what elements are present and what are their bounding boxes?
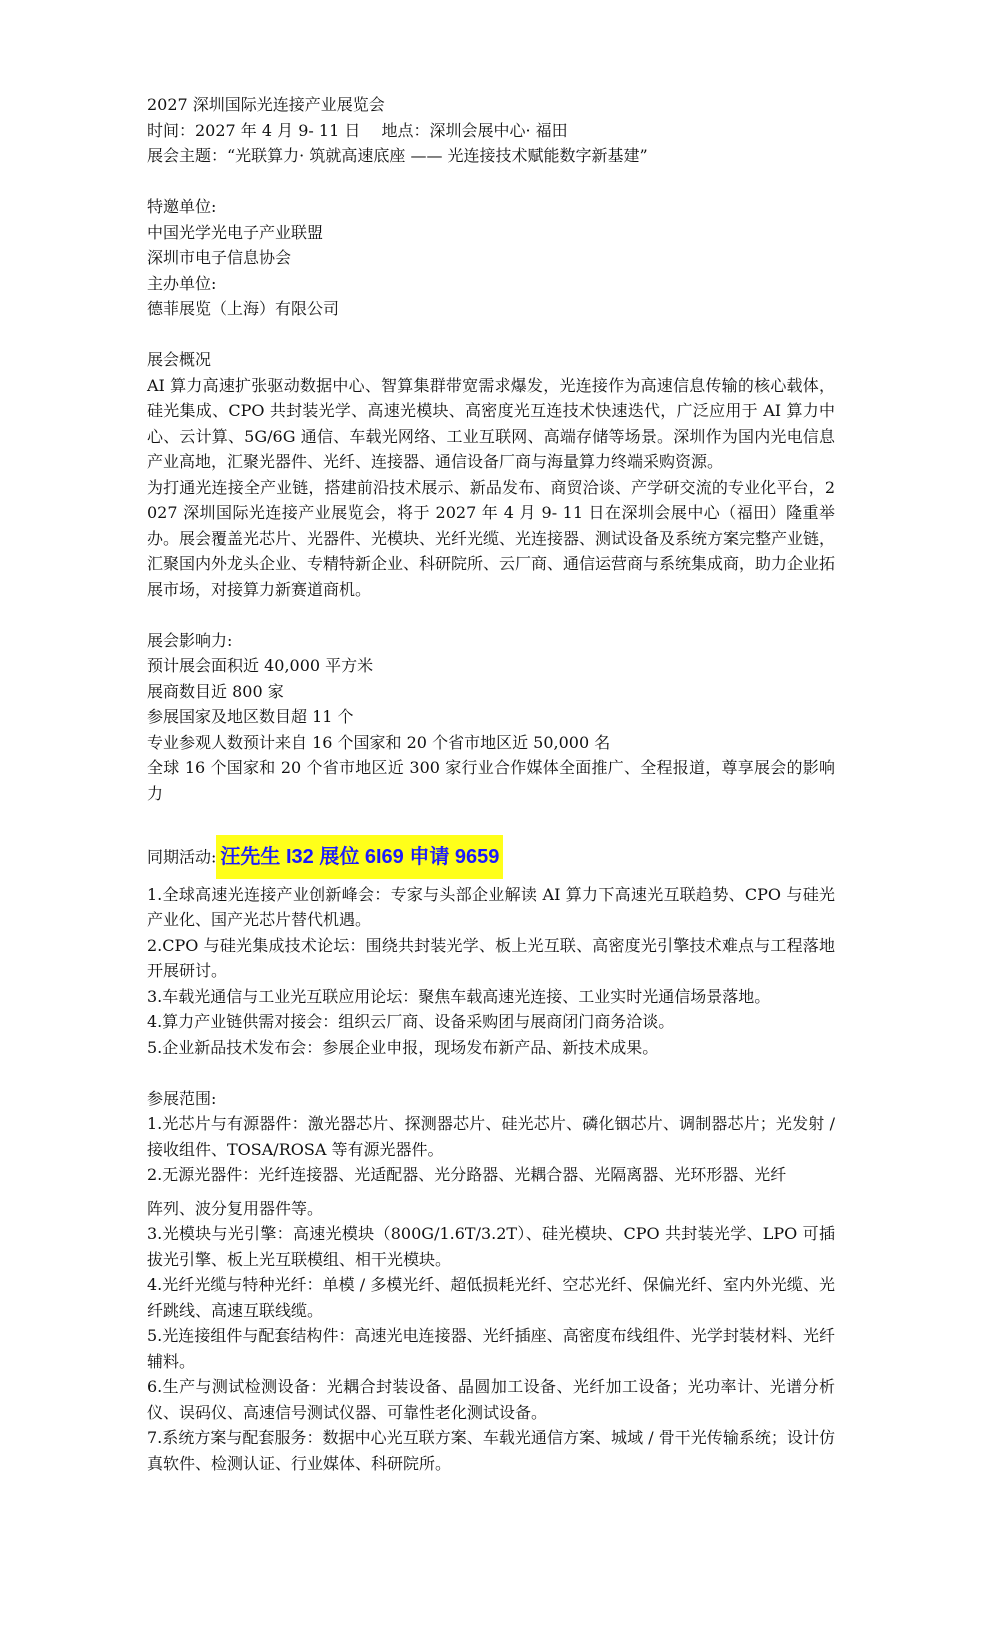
host-label: 主办单位: [147, 273, 217, 293]
spacer [147, 169, 835, 195]
scope-item: 5.光连接组件与配套结构件：高速光电连接器、光纤插座、高密度布线组件、光学封装材料、光纤辅料。 [147, 1326, 835, 1371]
overview-paragraph: 为打通光连接全产业链，搭建前沿技术展示、新品发布、商贸洽谈、产学研交流的专业化平台，2027 深圳国际光连接产业展览会，将于 2027 年 4 月 9- 11 日在深圳会展中心（福田）隆重举办。展会覆盖光芯片、光器件、光模块、光纤光缆、光连接器、测试设备及系统方案完整产业链，汇聚国内外龙头企业、专精特新企业、科研院所、云厂商、通信运营商与系统集成商，助力企业拓展市场，对接算力新赛道商机。 [147, 477, 836, 599]
spacer [147, 322, 835, 348]
spacer [147, 1188, 835, 1196]
event-item: 3.车载光通信与工业光互联应用论坛：聚焦车载高速光连接、工业实时光通信场景落地。 [147, 986, 771, 1006]
contact-highlight: 汪先生 I32 展位 6I69 申请 9659 [216, 835, 503, 879]
scope-item: 7.系统方案与配套服务：数据中心光互联方案、车载光通信方案、城域 / 骨干光传输系统；设计仿真软件、检测认证、行业媒体、科研院所。 [147, 1428, 835, 1473]
host-org: 德菲展览（上海）有限公司 [147, 299, 340, 318]
spacer [147, 602, 835, 628]
events-label: 同期活动: [147, 847, 217, 866]
impact-item: 专业参观人数预计来自 16 个国家和 20 个省市地区近 50,000 名 [147, 732, 611, 752]
spacer [147, 806, 835, 832]
event-item: 1.全球高速光连接产业创新峰会：专家与头部企业解读 AI 算力下高速光互联趋势、CPO 与硅光产业化、国产光芯片替代机遇。 [147, 884, 835, 929]
scope-item: 4.光纤光缆与特种光纤：单模 / 多模光纤、超低损耗光纤、空芯光纤、保偏光纤、室内外光缆、光纤跳线、高速互联线缆。 [147, 1275, 835, 1320]
event-item: 5.企业新品技术发布会：参展企业申报，现场发布新产品、新技术成果。 [147, 1037, 659, 1057]
impact-item: 预计展会面积近 40,000 平方米 [147, 656, 374, 675]
impact-title: 展会影响力: [147, 630, 233, 650]
spacer [147, 1060, 835, 1086]
impact-item: 全球 16 个国家和 20 个省市地区近 300 家行业合作媒体全面推广、全程报道，尊享展会的影响力 [147, 758, 835, 803]
scope-item: 6.生产与测试检测设备：光耦合封装设备、晶圆加工设备、光纤加工设备；光功率计、光谱分析仪、误码仪、高速信号测试仪器、可靠性老化测试设备。 [147, 1377, 835, 1422]
exhibition-title: 2027 深圳国际光连接产业展览会 [147, 95, 385, 114]
impact-item: 参展国家及地区数目超 11 个 [147, 707, 354, 726]
overview-title: 展会概况 [147, 350, 212, 369]
scope-item: 1.光芯片与有源器件：激光器芯片、探测器芯片、硅光芯片、磷化铟芯片、调制器芯片；光发射 / 接收组件、TOSA/ROSA 等有源光器件。 [147, 1114, 835, 1159]
document-page [147, 92, 835, 1476]
scope-item: 2.无源光器件：光纤连接器、光适配器、光分路器、光耦合器、光隔离器、光环形器、光纤 [147, 1165, 787, 1184]
invited-label: 特邀单位: [147, 197, 217, 216]
impact-item: 展商数目近 800 家 [147, 681, 284, 701]
overview-paragraph: AI 算力高速扩张驱动数据中心、智算集群带宽需求爆发，光连接作为高速信息传输的核心载体，硅光集成、CPO 共封装光学、高速光模块、高密度光互连技术快速迭代，广泛应用于 AI 算力中心、云计算、5G/6G 通信、车载光网络、工业互联网、高端存储等场景。深圳作为国内光电信息产业高地，汇聚光器件、光纤、连接器、通信设备厂商与海量算力终端采购资源。 [147, 375, 835, 471]
scope-item: 3.光模块与光引擎：高速光模块（800G/1.6T/3.2T）、硅光模块、CPO 共封装光学、LPO 可插拔光引擎、板上光互联模组、相干光模块。 [147, 1224, 835, 1269]
events-heading [147, 832, 835, 882]
time-and-place: 时间：2027 年 4 月 9- 11 日 地点：深圳会展中心· 福田 [147, 120, 568, 140]
scope-title: 参展范围: [147, 1088, 217, 1108]
scope-item: 阵列、波分复用器件等。 [147, 1198, 324, 1218]
exhibition-theme: 展会主题：“光联算力· 筑就高速底座 —— 光连接技术赋能数字新基建” [147, 146, 648, 165]
invited-org: 深圳市电子信息协会 [147, 248, 292, 267]
invited-org: 中国光学光电子产业联盟 [147, 222, 324, 242]
event-item: 2.CPO 与硅光集成技术论坛：围绕共封装光学、板上光互联、高密度光引擎技术难点与工程落地开展研讨。 [147, 935, 835, 980]
event-item: 4.算力产业链供需对接会：组织云厂商、设备采购团与展商闭门商务洽谈。 [147, 1012, 675, 1031]
